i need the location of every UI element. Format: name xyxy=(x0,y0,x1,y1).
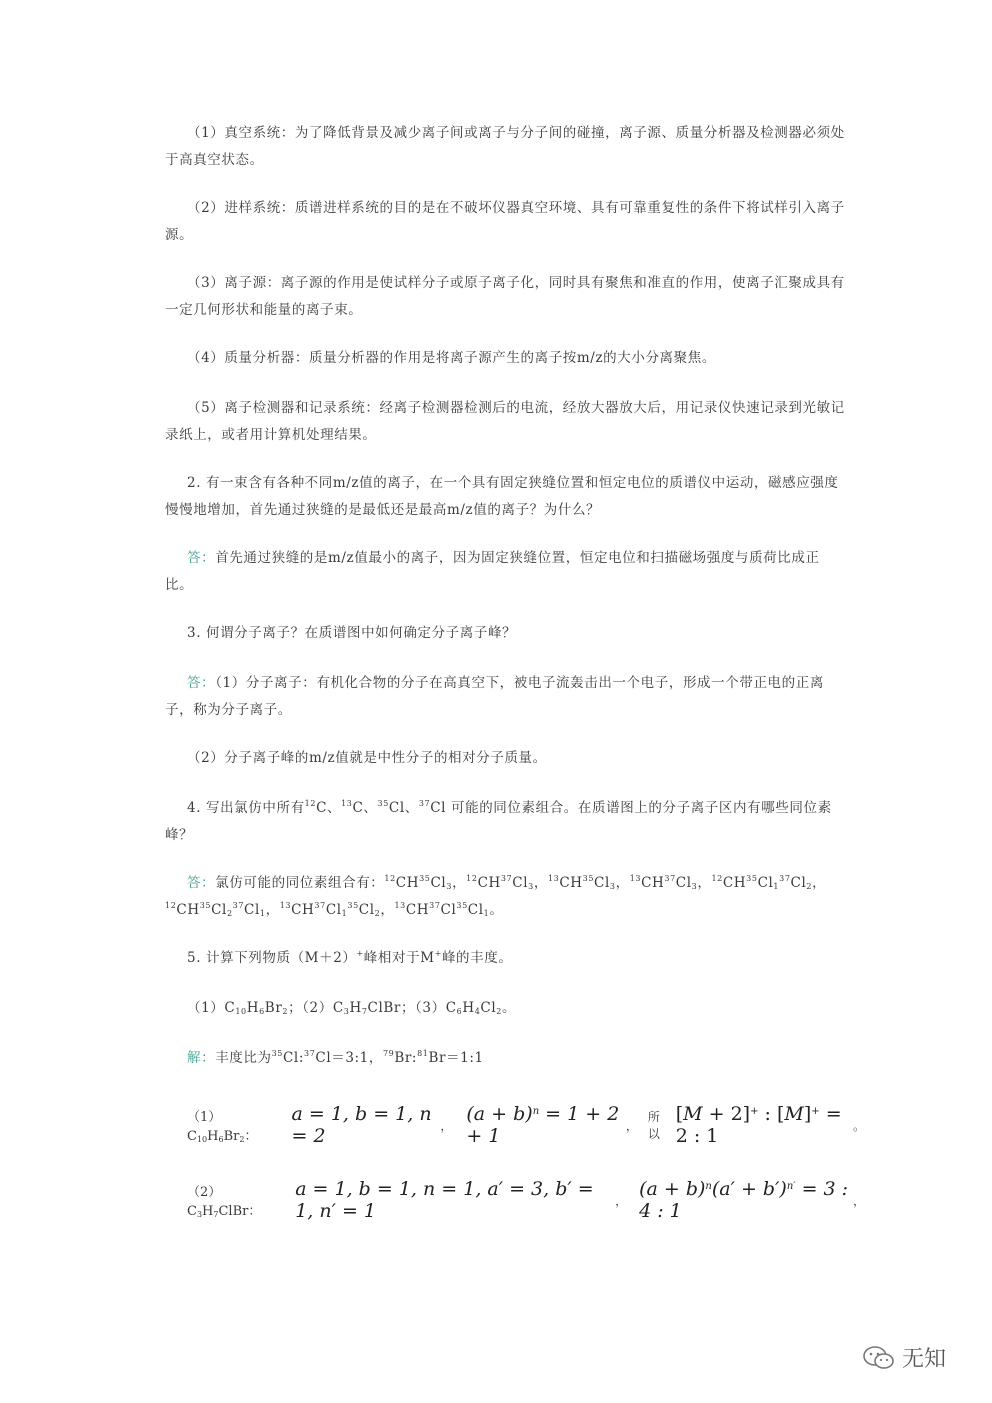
watermark-text: 无知 xyxy=(902,1347,947,1372)
solution-text-c: Cl＝3:1， xyxy=(315,1050,383,1066)
formula-1-so: 所以 xyxy=(647,1110,660,1141)
answer-4-intro: 氯仿可能的同位素组合有： xyxy=(215,875,385,891)
formula-1-ratio: [M + 2]+ : [M]+ = 2 : 1 xyxy=(675,1103,842,1147)
question-4-text-b: 可能的同位素组合。在质谱图上的分子离子区内有哪些同位素峰？ xyxy=(165,800,832,843)
solution-text-a: 丰度比为 xyxy=(215,1050,272,1066)
formula-1-equation: a = 1, b = 1, n = 2 xyxy=(291,1103,432,1147)
formula-2-equation: a = 1, b = 1, n = 1, a′ = 3, b′ = 1, n′ = 1 xyxy=(295,1178,594,1222)
answer-3-text-1: （1）分子离子：有机化合物的分子在高真空下，被电子流轰击出一个电子，形成一个带正电的正离子，称为分子离子。 xyxy=(165,675,824,718)
question-2: 2. 有一束含有各种不同m/z值的离子，在一个具有固定狭缝位置和恒定电位的质谱仪中运动，磁感应强度慢慢地增加，首先通过狭缝的是最低还是最高m/z值的离子？为什么？ xyxy=(165,475,839,518)
paragraph-vacuum-system: （1）真空系统：为了降低背景及减少离子间或离子与分子间的碰撞，离子源、质量分析器及检测器必须处于高真空状态。 xyxy=(165,125,845,168)
q5-item-2: ；（2）C xyxy=(288,1000,344,1016)
answer-2 xyxy=(165,545,845,599)
paragraph-sampling-system: （2）进样系统：质谱进样系统的目的是在不破坏仪器真空环境、具有可靠重复性的条件下将试样引入离子源。 xyxy=(165,200,845,243)
paragraph-detector: （5）离子检测器和记录系统：经离子检测器检测后的电流，经放大器放大后，用记录仪快速记录到光敏记录纸上，或者用计算机处理结果。 xyxy=(165,400,845,443)
question-4-text-a: 4. 写出氯仿中所有 xyxy=(187,800,305,816)
watermark xyxy=(862,1342,946,1373)
formula-line-2: $(2)C_3H_7ClBr$： a = 1, b = 1, n = 1, a′ = 3, b′ = 1, n′ = 1 ， $(a + b)^n(a' + b')^{n'} = 3$ : 4 : 1 ， xyxy=(187,1178,865,1222)
answer-3-part-1 xyxy=(165,670,845,724)
paragraph-ion-source: （3）离子源：离子源的作用是使试样分子或原子离子化，同时具有聚焦和准直的作用，使离子汇聚成具有一定几何形状和能量的离子束。 xyxy=(165,275,845,318)
formula-1-binomial: $(a + b)^n = 1 + 2 + 1$ xyxy=(466,1103,620,1147)
formula-2-label: $(2)C_3H_7ClBr$： xyxy=(187,1185,262,1219)
solution-text-e: Br＝1:1 xyxy=(428,1050,484,1066)
formula-1-label: $(1)C_{10}H_6Br_2$： xyxy=(187,1110,258,1144)
paragraph-mass-analyzer: （4）质量分析器：质量分析器的作用是将离子源产生的离子按m/z的大小分离聚焦。 xyxy=(187,350,716,366)
question-5-text-a: 5. 计算下列物质（M＋2） xyxy=(187,950,357,966)
solution-label: 解： xyxy=(187,1050,216,1066)
solution: 解：丰度比为$^{35}$Cl:$^{37}$Cl＝3:1，$^{79}$Br:$^{81}$Br＝1:1 xyxy=(187,1049,484,1066)
answer-3-part-2: （2）分子离子峰的m/z值就是中性分子的相对分子质量。 xyxy=(187,750,547,766)
wechat-icon xyxy=(862,1344,896,1372)
answer-2-text: 首先通过狭缝的是m/z值最小的离子，因为固定狭缝位置，恒定电位和扫描磁场强度与质荷比成正比。 xyxy=(165,550,820,593)
formula-2-binomial: $(a + b)^n(a' + b')^{n'} = 3$ : 4 : 1 xyxy=(639,1178,849,1222)
solution-text-b: Cl: xyxy=(283,1050,304,1066)
question-5-items: $(1)C_{10}H_6Br_2$；$(2)C_3H_7ClBr$；$(3)C_6H_4Cl_2$。 xyxy=(187,1000,517,1016)
question-5-text-c: 峰的丰度。 xyxy=(441,950,513,966)
question-5-text-b: 峰相对于M xyxy=(363,950,435,966)
answer-label: 答： xyxy=(187,550,216,566)
answer-label: 答： xyxy=(187,875,216,891)
answer-label: 答： xyxy=(187,675,216,691)
answer-4: 答：氯仿可能的同位素组合有：$^{12}CH^{35}Cl_3$，$^{12}CH^{37}Cl_3$，$^{13}CH^{35}Cl_3$，$^{13}CH^{37}Cl_3$，$^{12}CH^{35}Cl_1^{37}Cl_2$，$^{12}CH^{35}Cl_2^{37}Cl_1$，$^{13}CH^{37}Cl_1^{35}Cl_2$，$^{13}CH^{37}Cl^{35}Cl_1$。 xyxy=(165,874,827,918)
q5-item-3: ClBr；（3）C xyxy=(367,1000,457,1016)
solution-text-d: Br: xyxy=(394,1050,418,1066)
q5-item-1: （1）C xyxy=(187,1000,236,1016)
formula-line-1: $(1)C_{10}H_6Br_2$： a = 1, b = 1, n = 2 ， $(a + b)^n = 1 + 2 + 1$ ， 所以 [M + 2]+ : [M]+ = 2 : 1 。 xyxy=(187,1103,865,1147)
question-5: 5. 计算下列物质（M＋2）+峰相对于M+峰的丰度。 xyxy=(187,949,513,966)
question-3: 3. 何谓分子离子？在质谱图中如何确定分子离子峰？ xyxy=(187,625,517,641)
question-4: 4. 写出氯仿中所有$^{12}$C、$^{13}$C、$^{35}$Cl、$^{37}$Cl 可能的同位素组合。在质谱图上的分子离子区内有哪些同位素峰？ xyxy=(165,799,832,843)
